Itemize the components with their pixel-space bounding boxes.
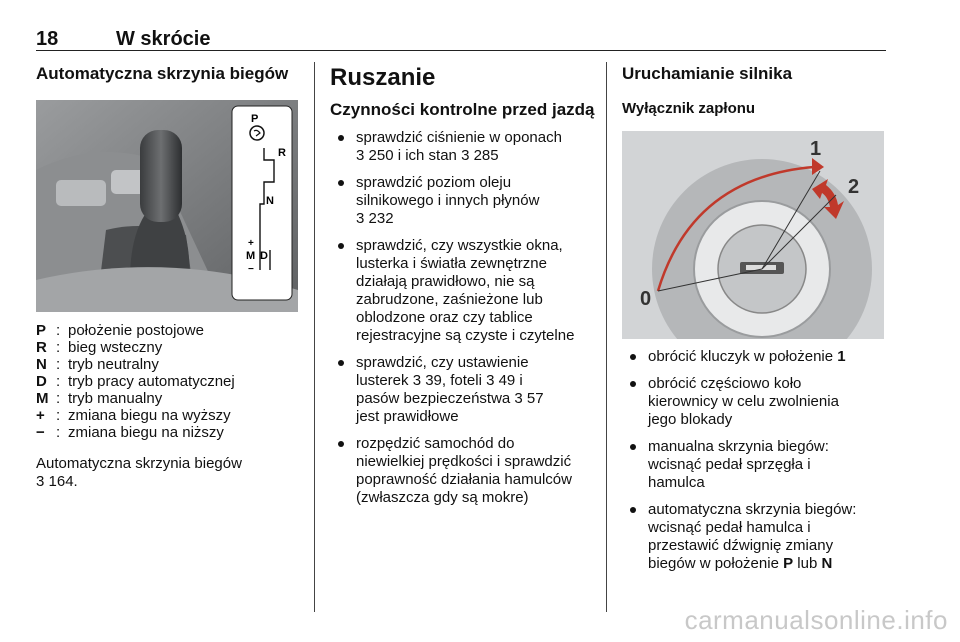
bullet-icon bbox=[338, 180, 344, 186]
list-item: sprawdzić, czy ustawienie lusterek 3 39, foteli 3 49 i pasów bezpieczeństwa 3 57 jest prawidłowe bbox=[330, 354, 598, 426]
legend-row: + : zmiana biegu na wyższy bbox=[36, 407, 231, 424]
list-item: rozpędzić samochód do niewielkiej prędkości i sprawdzić poprawność działania hamulców (zwłaszcza gdy są mokre) bbox=[330, 435, 598, 507]
column-divider bbox=[314, 62, 315, 612]
legend-row: R : bieg wsteczny bbox=[36, 339, 163, 356]
list-item: sprawdzić ciśnienie w oponach 3 250 i ich stan 3 285 bbox=[330, 129, 598, 165]
label-position-0: 0 bbox=[640, 288, 652, 310]
label-n: N bbox=[266, 195, 274, 207]
list-item: automatyczna skrzynia biegów: wcisnąć pedał hamulca i przestawić dźwignię zmiany biegów w położenie P lub N bbox=[622, 501, 890, 573]
engine-start-heading: Uruchamianie silnika bbox=[622, 64, 793, 83]
ignition-switch-heading: Wyłącznik zapłonu bbox=[622, 100, 756, 117]
list-item: obrócić kluczyk w położenie 1 bbox=[622, 348, 890, 366]
gear-selector-illustration bbox=[36, 100, 298, 312]
legend-row: − : zmiana biegu na niższy bbox=[36, 424, 224, 441]
checks-list bbox=[330, 129, 598, 507]
checks-heading: Czynności kontrolne przed jazdą bbox=[330, 100, 595, 119]
middle-column bbox=[330, 64, 598, 507]
legend-row: N : tryb neutralny bbox=[36, 356, 159, 373]
right-column bbox=[622, 64, 890, 573]
bullet-icon bbox=[338, 135, 344, 141]
bullet-icon bbox=[630, 444, 636, 450]
list-item: sprawdzić, czy wszystkie okna, lusterka i światła zewnętrzne działają prawidłowo, nie są zabrudzone, zaśnieżone lub oblodzone oraz czy tablice rejestracyjne są czyste i czytelne bbox=[330, 237, 598, 345]
list-item: manualna skrzynia biegów: wcisnąć pedał sprzęgła i hamulca bbox=[622, 438, 890, 492]
list-item: obrócić częściowo koło kierownicy w celu zwolnienia jego blokady bbox=[622, 375, 890, 429]
gear-legend bbox=[36, 322, 298, 441]
starting-heading: Ruszanie bbox=[330, 64, 436, 91]
left-column bbox=[36, 64, 298, 491]
page-header bbox=[36, 28, 886, 51]
legend-row: D : tryb pracy automatycznej bbox=[36, 373, 235, 390]
bullet-icon bbox=[338, 243, 344, 249]
ignition-switch-drawing bbox=[622, 131, 884, 339]
bullet-icon bbox=[630, 354, 636, 360]
page-number: 18 bbox=[36, 28, 59, 50]
label-m: M bbox=[246, 250, 256, 262]
label-p: P bbox=[251, 113, 259, 125]
label-plus: + bbox=[248, 238, 254, 249]
bullet-icon bbox=[630, 507, 636, 513]
gear-selector-photo bbox=[36, 100, 298, 312]
ignition-switch-illustration bbox=[622, 131, 884, 339]
bullet-icon bbox=[630, 381, 636, 387]
gearbox-heading: Automatyczna skrzynia biegów bbox=[36, 64, 289, 83]
label-position-2: 2 bbox=[848, 176, 860, 198]
column-divider bbox=[606, 62, 607, 612]
label-r: R bbox=[278, 147, 286, 159]
label-position-1: 1 bbox=[810, 138, 822, 160]
legend-row: M : tryb manualny bbox=[36, 390, 163, 407]
bullet-icon bbox=[338, 441, 344, 447]
gearbox-reference: Automatyczna skrzynia biegów 3 164. bbox=[36, 455, 298, 491]
label-minus: − bbox=[248, 264, 254, 275]
bullet-icon bbox=[338, 360, 344, 366]
watermark: carmanualsonline.info bbox=[684, 605, 948, 635]
list-item: sprawdzić poziom oleju silnikowego i innych płynów 3 232 bbox=[330, 174, 598, 228]
label-d: D bbox=[260, 250, 268, 262]
legend-row: P : położenie postojowe bbox=[36, 322, 204, 339]
section-title: W skrócie bbox=[116, 28, 211, 50]
page-reference: 3 164. bbox=[36, 473, 78, 490]
start-steps-list bbox=[622, 348, 890, 573]
